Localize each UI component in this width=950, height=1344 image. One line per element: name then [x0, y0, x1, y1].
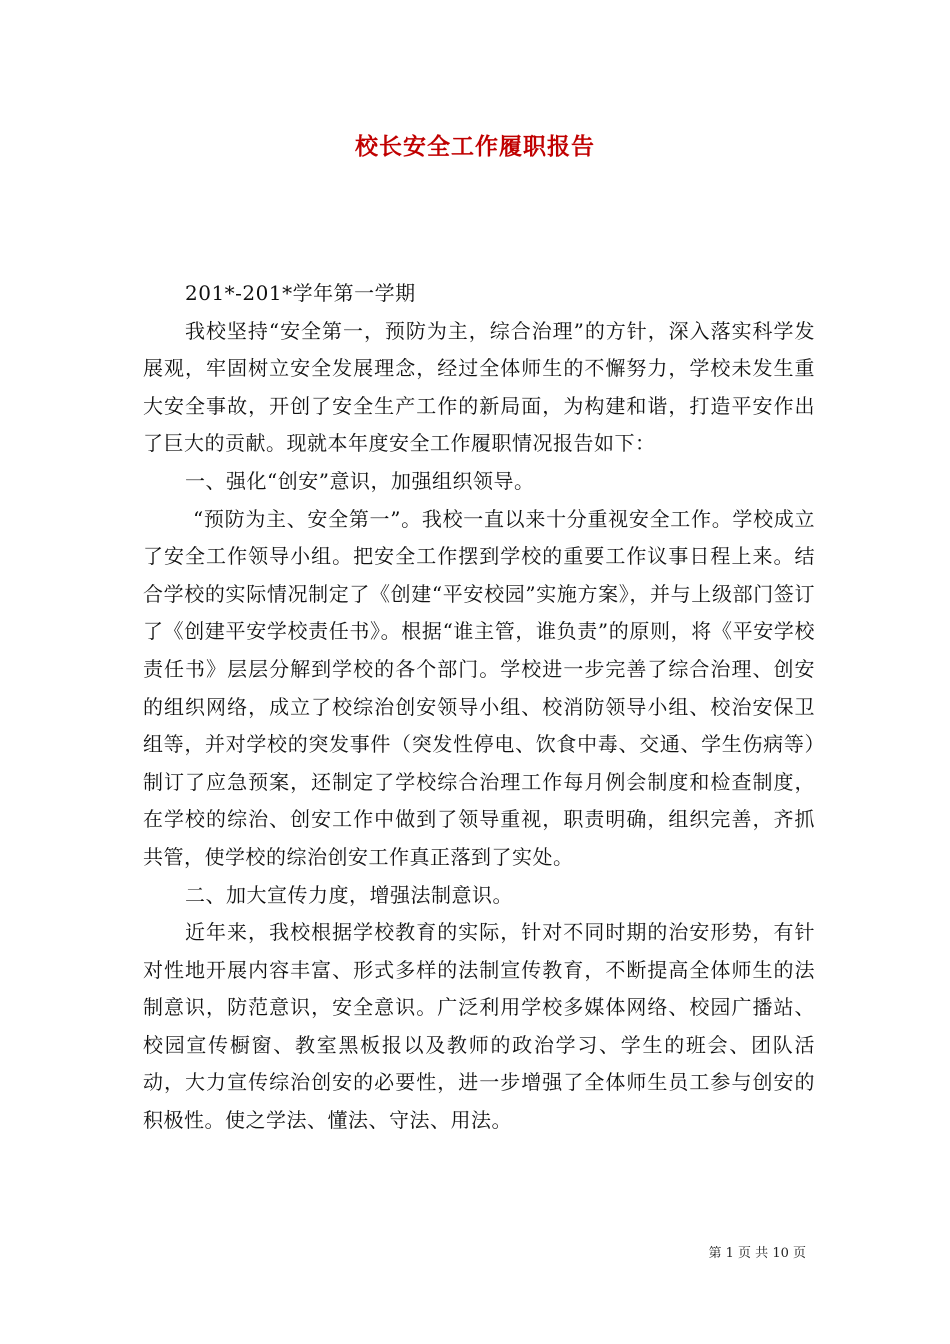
document-body [143, 275, 815, 1140]
document-title: 校长安全工作履职报告 [355, 133, 595, 160]
intro-paragraph: 我校坚持“安全第一，预防为主，综合治理”的方针，深入落实科学发展观，牢固树立安全发展理念，经过全体师生的不懈努力，学校未发生重大安全事故，开创了安全生产工作的新局面，为构建和谐，打造平安作出了巨大的贡献。现就本年度安全工作履职情况报告如下： [143, 318, 815, 456]
section-heading-2: 二、加大宣传力度，增强法制意识。 [185, 882, 513, 907]
section-heading-1: 一、强化“创安”意识，加强组织领导。 [185, 468, 535, 493]
section-2-paragraph: 近年来，我校根据学校教育的实际，针对不同时期的治安形势，有针对性地开展内容丰富、形式多样的法制宣传教育，不断提高全体师生的法制意识，防范意识，安全意识。广泛利用学校多媒体网络、校园广播站、校园宣传橱窗、教室黑板报以及教师的政治学习、学生的班会、团队活动，大力宣传综治创安的必要性，进一步增强了全体师生员工参与创安的积极性。使之学法、懂法、守法、用法。 [143, 920, 815, 1133]
term-line: 201*-201*学年第一学期 [185, 281, 416, 305]
section-1-paragraph: “预防为主、安全第一”。我校一直以来十分重视安全工作。学校成立了安全工作领导小组。把安全工作摆到学校的重要工作议事日程上来。结合学校的实际情况制定了《创建“平安校园”实施方案》，并与上级部门签订了《创建平安学校责任书》。根据“谁主管，谁负责”的原则，将《平安学校责任书》层层分解到学校的各个部门。学校进一步完善了综合治理、创安的组织网络，成立了校综治创安领导小组、校消防领导小组、校治安保卫组等，并对学校的突发事件（突发性停电、饮食中毒、交通、学生伤病等）制订了应急预案，还制定了学校综合治理工作每月例会制度和检查制度，在学校的综治、创安工作中做到了领导重视，职责明确，组织完善，齐抓共管，使学校的综治创安工作真正落到了实处。 [143, 506, 815, 869]
page-number: 第 1 页 共 10 页 [708, 1246, 806, 1261]
